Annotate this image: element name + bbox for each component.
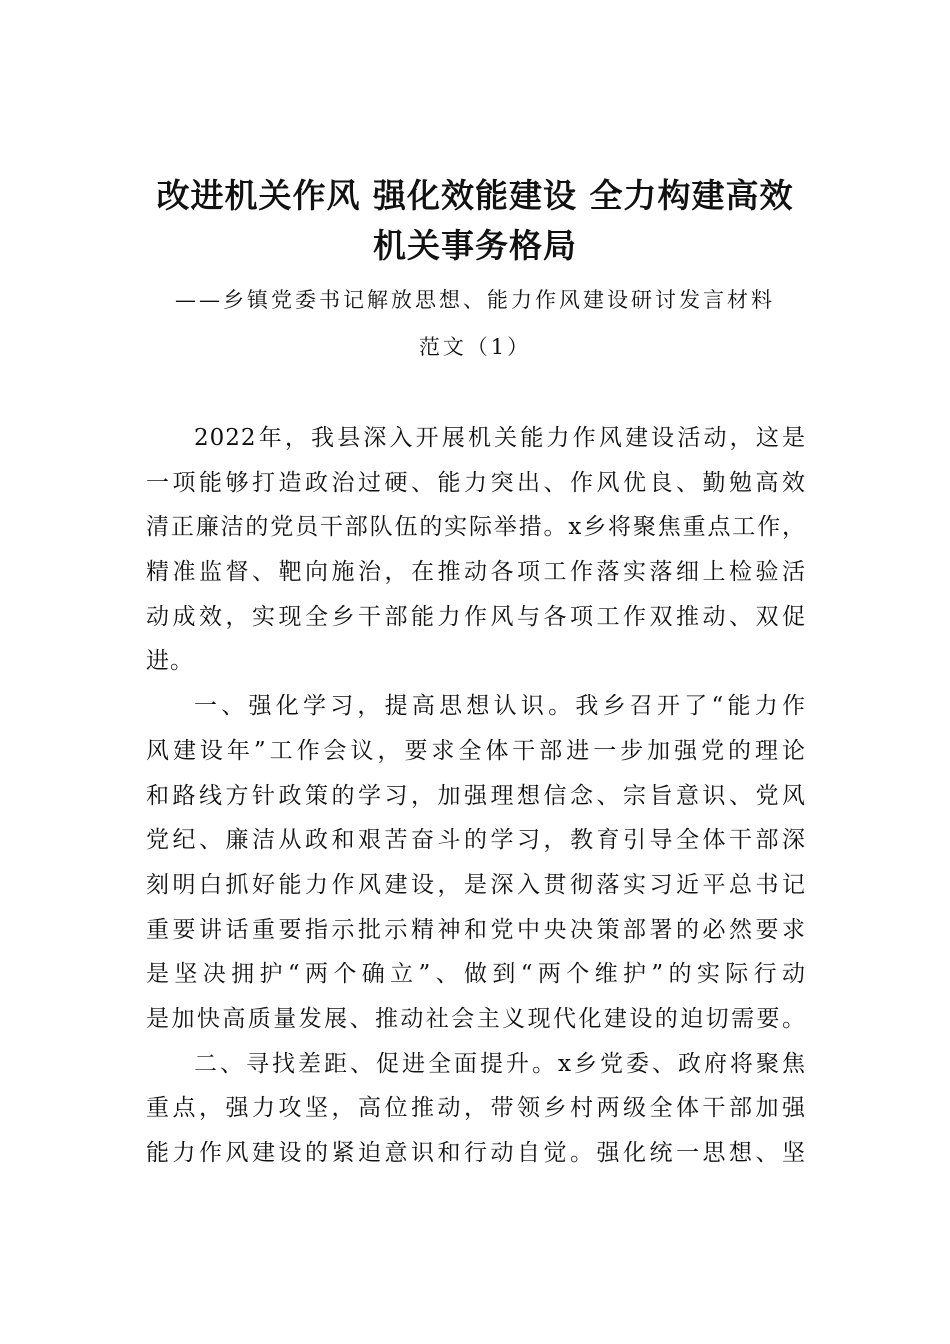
- body-line-16: 重点，强力攻坚，高位推动，带领乡村两级全体干部加强: [146, 1095, 806, 1122]
- document-subtitle-line-2: 范文（1）: [418, 335, 532, 359]
- body-line-12: 重要讲话重要指示批示精神和党中央决策部署的必然要求: [146, 916, 806, 943]
- document-subtitle-line-1: ——乡镇党委书记解放思想、能力作风建设研讨发言材料: [175, 288, 775, 312]
- body-line-15: 二、寻找差距、促进全面提升。x乡党委、政府将聚焦: [194, 1050, 806, 1077]
- body-line-11: 刻明白抓好能力作风建设，是深入贯彻落实习近平总书记: [146, 871, 806, 898]
- body-line-9: 和路线方针政策的学习，加强理想信念、宗旨意识、党风: [146, 782, 806, 809]
- body-line-3: 清正廉洁的党员干部队伍的实际举措。x乡将聚焦重点工作，: [146, 514, 806, 541]
- body-line-6: 进。: [146, 648, 194, 675]
- body-line-5: 动成效，实现全乡干部能力作风与各项工作双推动、双促: [146, 603, 806, 630]
- body-line-17: 能力作风建设的紧迫意识和行动自觉。强化统一思想、坚: [146, 1140, 806, 1166]
- document-title-line-1: 改进机关作风 强化效能建设 全力构建高效: [156, 176, 794, 215]
- body-line-14: 是加快高质量发展、推动社会主义现代化建设的迫切需要。: [146, 1005, 806, 1032]
- document-title-line-2: 机关事务格局: [373, 226, 577, 265]
- body-line-13: 是坚决拥护“两个确立”、做到“两个维护”的实际行动: [146, 961, 806, 988]
- body-line-10: 党纪、廉洁从政和艰苦奋斗的学习，教育引导全体干部深: [146, 827, 806, 854]
- body-line-1: 2022年，我县深入开展机关能力作风建设活动，这是: [194, 425, 806, 451]
- body-line-4: 精准监督、靶向施治，在推动各项工作落实落细上检验活: [146, 559, 806, 586]
- body-line-2: 一项能够打造政治过硬、能力突出、作风优良、勤勉高效: [146, 469, 806, 496]
- body-line-8: 风建设年”工作会议，要求全体干部进一步加强党的理论: [146, 737, 806, 764]
- body-line-7: 一、强化学习，提高思想认识。我乡召开了“能力作: [194, 693, 806, 720]
- document-body: [146, 416, 806, 1176]
